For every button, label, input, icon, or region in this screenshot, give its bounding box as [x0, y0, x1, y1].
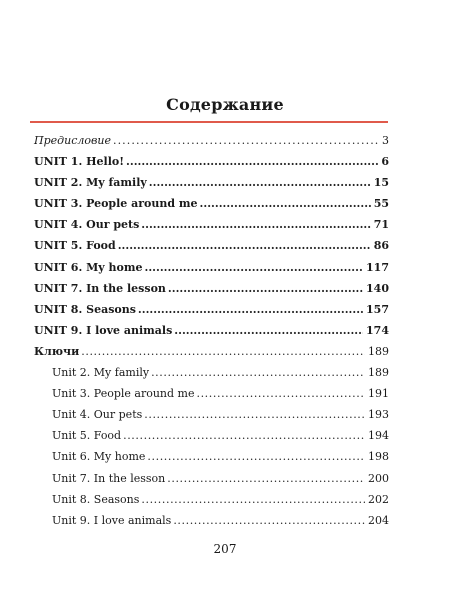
toc-entry[interactable] [34, 134, 389, 155]
dot-leader [126, 155, 378, 168]
dot-leader [141, 218, 370, 231]
toc-entry[interactable] [34, 197, 389, 218]
toc-entry-page: 174 [366, 323, 389, 337]
toc-entry-title: Unit 9. I love animals [52, 513, 172, 527]
toc-entry-title: Unit 4. Our pets [52, 408, 143, 422]
toc-entry-page: 86 [373, 239, 389, 253]
toc-entry-title: Ключи [34, 344, 80, 358]
toc-entry[interactable] [34, 218, 389, 239]
dot-leader [145, 261, 364, 274]
top-margin [0, 0, 450, 20]
dot-leader [141, 493, 365, 506]
toc-entry-title: Предисловие [34, 134, 111, 147]
toc-entry-page: 189 [368, 344, 389, 358]
dot-leader [200, 197, 371, 210]
toc-entry[interactable] [34, 155, 389, 176]
toc-entry-title: UNIT 4. Our pets [34, 218, 140, 232]
toc-entry[interactable] [34, 324, 389, 345]
toc-entry-title: UNIT 1. Hello! [34, 155, 125, 169]
dot-leader [123, 429, 365, 442]
toc-entry-page: 55 [373, 197, 389, 211]
dot-leader [168, 282, 363, 295]
toc-subentry[interactable] [34, 472, 389, 493]
toc-entry[interactable] [34, 303, 389, 324]
toc-entry-page: 198 [368, 450, 389, 464]
toc-entry-page: 15 [373, 176, 389, 190]
dot-leader [149, 176, 371, 189]
toc-entry-title: UNIT 2. My family [34, 176, 147, 190]
title-underline [30, 121, 388, 123]
toc-entry-title: UNIT 3. People around me [34, 197, 198, 211]
toc-entry-page: 6 [381, 155, 389, 169]
dot-leader [118, 239, 371, 252]
toc-entry-title: Unit 3. People around me [52, 387, 195, 401]
toc-entry-page: 140 [366, 281, 389, 295]
toc-entry-title: Unit 7. In the lesson [52, 471, 166, 485]
toc-subentry[interactable] [34, 408, 389, 429]
toc-entry-title: UNIT 5. Food [34, 239, 116, 253]
toc-entry-page: 117 [366, 260, 389, 274]
toc-subentry[interactable] [34, 514, 389, 535]
dot-leader [113, 134, 379, 147]
dot-leader [196, 387, 365, 400]
toc-entry-title: UNIT 8. Seasons [34, 302, 136, 316]
toc-subentry[interactable] [34, 387, 389, 408]
toc-entry-title: UNIT 9. I love animals [34, 323, 173, 337]
toc-subentry[interactable] [34, 366, 389, 387]
dot-leader [144, 408, 365, 421]
toc-entry-page: 191 [368, 387, 389, 401]
dot-leader [138, 303, 363, 316]
page-number: 207 [213, 542, 237, 556]
dot-leader [167, 472, 365, 485]
toc-subentry[interactable] [34, 429, 389, 450]
toc-entry-page: 204 [368, 513, 389, 527]
table-of-contents [34, 134, 389, 535]
toc-entry[interactable] [34, 261, 389, 282]
dot-leader [174, 324, 363, 337]
toc-subentry[interactable] [34, 450, 389, 471]
toc-entry[interactable] [34, 282, 389, 303]
toc-entry-page: 71 [373, 218, 389, 232]
dot-leader [151, 366, 365, 379]
toc-entry-title: Unit 8. Seasons [52, 492, 140, 506]
toc-entry-page: 194 [368, 429, 389, 443]
toc-entry-keys[interactable] [34, 345, 389, 366]
toc-entry-title: Unit 6. My home [52, 450, 146, 464]
dot-leader [147, 450, 365, 463]
page-title: Содержание [166, 95, 284, 114]
toc-entry-page: 200 [368, 471, 389, 485]
toc-entry[interactable] [34, 239, 389, 260]
toc-entry-page: 3 [382, 134, 389, 147]
toc-entry-title: UNIT 7. In the lesson [34, 281, 166, 295]
toc-entry-title: Unit 5. Food [52, 429, 122, 443]
toc-entry-page: 202 [368, 492, 389, 506]
dot-leader [81, 345, 365, 358]
toc-entry-page: 157 [366, 302, 389, 316]
toc-subentry[interactable] [34, 493, 389, 514]
toc-entry[interactable] [34, 176, 389, 197]
toc-entry-page: 189 [368, 366, 389, 380]
toc-entry-title: Unit 2. My family [52, 366, 150, 380]
toc-entry-title: UNIT 6. My home [34, 260, 143, 274]
toc-entry-page: 193 [368, 408, 389, 422]
dot-leader [173, 514, 365, 527]
